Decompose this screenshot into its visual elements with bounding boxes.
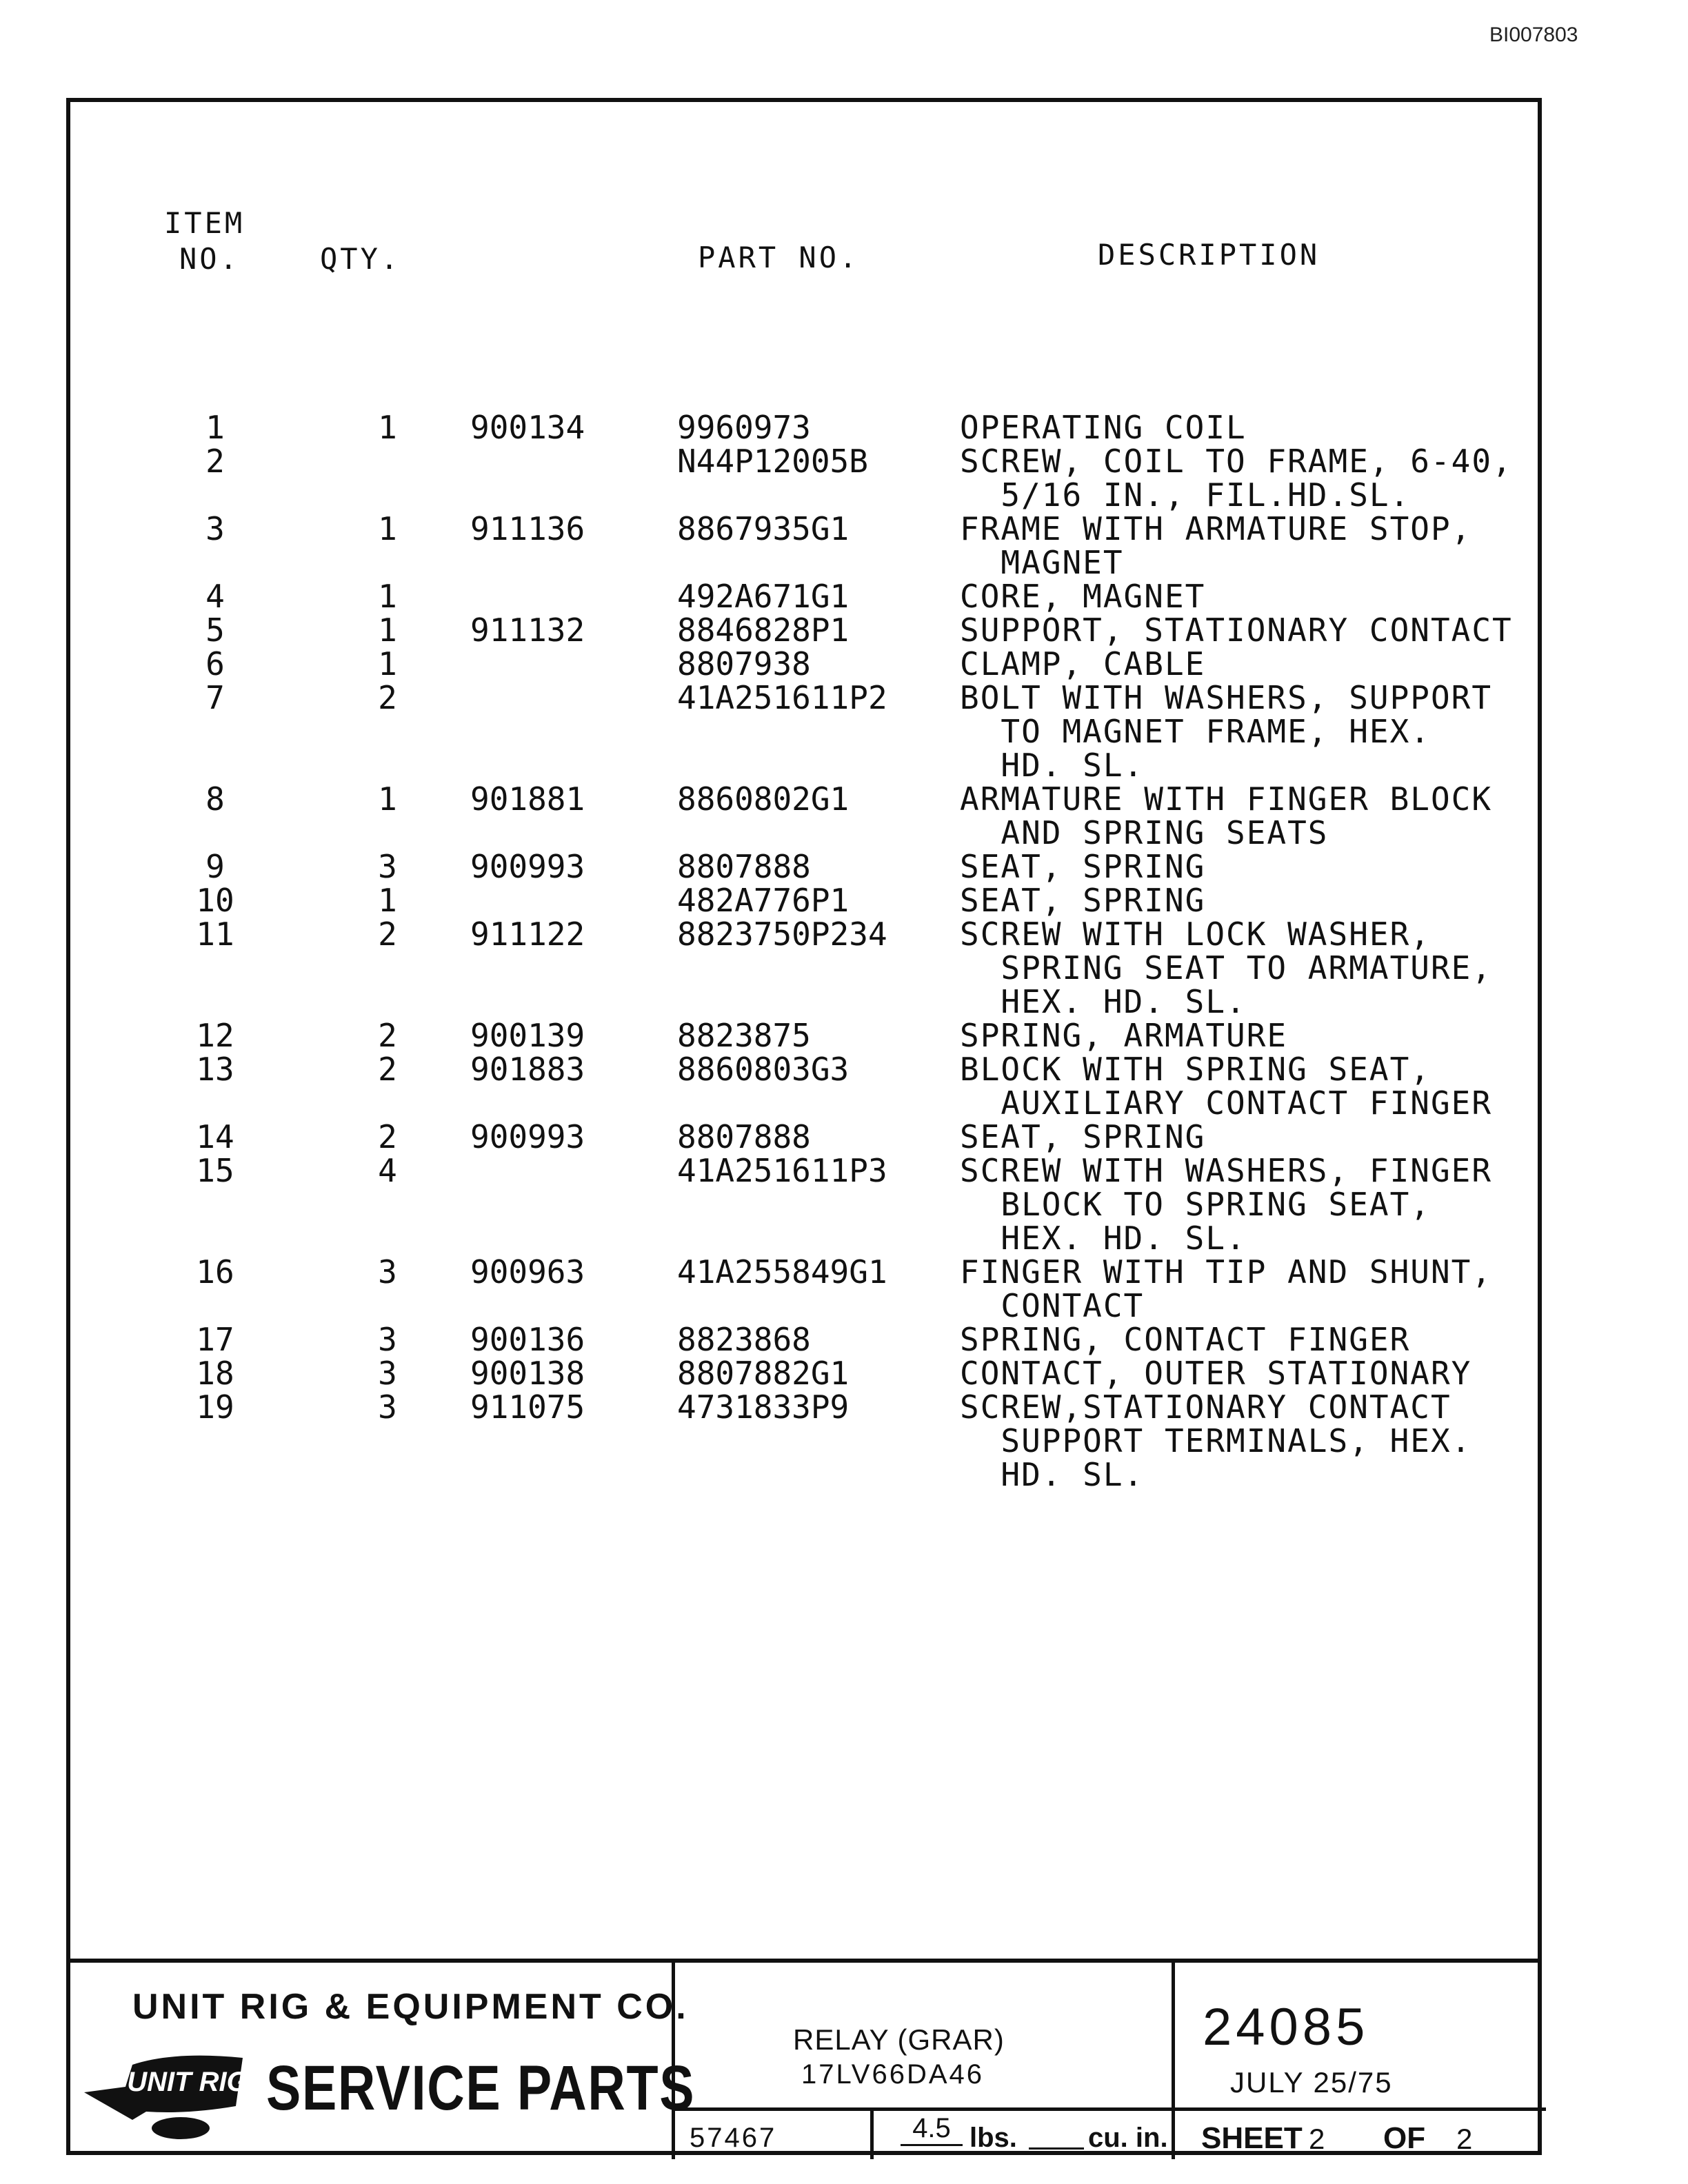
part-name: RELAY (GRAR) xyxy=(793,2023,1005,2056)
table-row xyxy=(70,850,1538,884)
part-number: 41A255849G1 xyxy=(677,1253,887,1291)
part-number: 41A251611P3 xyxy=(677,1152,887,1189)
part-number: 41A251611P2 xyxy=(677,679,887,716)
item-number: 2 xyxy=(205,443,225,480)
quantity: 3 xyxy=(378,848,397,885)
description-line: SEAT, SPRING xyxy=(960,1118,1206,1155)
item-number: 15 xyxy=(196,1152,234,1189)
item-number: 5 xyxy=(205,611,225,649)
description-line: HEX. HD. SL. xyxy=(960,983,1247,1020)
description-line: AUXILIARY CONTACT FINGER xyxy=(960,1084,1493,1122)
table-row xyxy=(70,647,1538,681)
table-row xyxy=(70,1255,1538,1323)
description-line: SUPPORT TERMINALS, HEX. xyxy=(960,1422,1472,1459)
quantity: 1 xyxy=(378,409,397,446)
description-line: HD. SL. xyxy=(960,747,1145,784)
catalog-number: 24085 xyxy=(1203,1998,1369,2056)
part-number: 4731833P9 xyxy=(677,1388,850,1426)
description-line: BLOCK TO SPRING SEAT, xyxy=(960,1186,1431,1223)
weight-value: 4.5 xyxy=(901,2113,963,2146)
table-row xyxy=(70,580,1538,614)
description-line: AND SPRING SEATS xyxy=(960,814,1329,851)
table-row xyxy=(70,1388,1538,1493)
part-number: 8807882G1 xyxy=(677,1355,850,1392)
catalog-number: 900134 xyxy=(470,409,585,446)
item-number: 16 xyxy=(196,1253,234,1291)
quantity: 2 xyxy=(378,1118,397,1155)
table-row xyxy=(70,1053,1538,1120)
description-line: BLOCK WITH SPRING SEAT, xyxy=(960,1051,1431,1088)
table-row xyxy=(70,512,1538,580)
catalog-number: 901881 xyxy=(470,780,585,818)
description-line: HD. SL. xyxy=(960,1456,1145,1493)
description-line: SPRING, ARMATURE xyxy=(960,1017,1288,1054)
table-row xyxy=(70,884,1538,918)
header-part-no: PART NO. xyxy=(698,241,860,274)
table-row xyxy=(70,1154,1538,1255)
part-number: 8867935G1 xyxy=(677,510,850,547)
quantity: 3 xyxy=(378,1253,397,1291)
table-row xyxy=(70,445,1538,512)
model-number: 17LV66DA46 xyxy=(801,2059,984,2090)
part-number: 8823750P234 xyxy=(677,916,887,953)
of-label: OF xyxy=(1383,2121,1426,2155)
description-line: 5/16 IN., FIL.HD.SL. xyxy=(960,476,1411,514)
description-line: SEAT, SPRING xyxy=(960,882,1206,919)
description-line: SCREW,STATIONARY CONTACT xyxy=(960,1388,1451,1426)
unit-rig-logo xyxy=(84,2037,263,2147)
item-number: 18 xyxy=(196,1355,234,1392)
catalog-number: 900136 xyxy=(470,1321,585,1358)
quantity: 3 xyxy=(378,1321,397,1358)
catalog-number: 911132 xyxy=(470,611,585,649)
table-row xyxy=(70,1323,1538,1357)
description-line: TO MAGNET FRAME, HEX. xyxy=(960,713,1431,750)
quantity: 1 xyxy=(378,611,397,649)
catalog-number: 900138 xyxy=(470,1355,585,1392)
part-number: 8807888 xyxy=(677,848,811,885)
table-row xyxy=(70,782,1538,850)
catalog-number: 900993 xyxy=(470,1118,585,1155)
header-qty: QTY. xyxy=(320,242,401,276)
description-line: MAGNET xyxy=(960,544,1124,581)
header-item-line2: NO. xyxy=(179,242,240,276)
catalog-number: 911122 xyxy=(470,916,585,953)
part-number: 492A671G1 xyxy=(677,578,850,615)
sheet-label: SHEET xyxy=(1201,2121,1303,2155)
description-line: CLAMP, CABLE xyxy=(960,645,1206,682)
weight-unit: lbs. xyxy=(969,2123,1017,2153)
part-number: 482A776P1 xyxy=(677,882,850,919)
part-number: 8860802G1 xyxy=(677,780,850,818)
table-row xyxy=(70,1019,1538,1053)
part-number: 8823875 xyxy=(677,1017,811,1054)
table-row xyxy=(70,1357,1538,1391)
description-line: SPRING, CONTACT FINGER xyxy=(960,1321,1411,1358)
description-line: SCREW WITH WASHERS, FINGER xyxy=(960,1152,1493,1189)
issue-date: JULY 25/75 xyxy=(1230,2066,1393,2099)
volume-unit: cu. in. xyxy=(1088,2123,1168,2153)
parts-list xyxy=(70,411,1538,1492)
table-row xyxy=(70,411,1538,445)
company-name: UNIT RIG & EQUIPMENT CO. xyxy=(132,1987,689,2027)
description-line: FINGER WITH TIP AND SHUNT, xyxy=(960,1253,1493,1291)
part-number: 8823868 xyxy=(677,1321,811,1358)
description-line: HEX. HD. SL. xyxy=(960,1220,1247,1257)
table-row xyxy=(70,611,1538,649)
reference-number: 57467 xyxy=(690,2123,777,2153)
quantity: 3 xyxy=(378,1355,397,1392)
quantity: 4 xyxy=(378,1152,397,1189)
item-number: 6 xyxy=(205,645,225,682)
description-line: SUPPORT, STATIONARY CONTACT xyxy=(960,611,1513,649)
item-number: 4 xyxy=(205,578,225,615)
description-line: SCREW, COIL TO FRAME, 6-40, xyxy=(960,443,1513,480)
sheet-number: 2 xyxy=(1309,2123,1325,2155)
table-row xyxy=(70,918,1538,1019)
catalog-number: 901883 xyxy=(470,1051,585,1088)
description-line: CORE, MAGNET xyxy=(960,578,1206,615)
table-row xyxy=(70,681,1538,782)
description-line: BOLT WITH WASHERS, SUPPORT xyxy=(960,679,1493,716)
description-line: CONTACT, OUTER STATIONARY xyxy=(960,1355,1472,1392)
item-number: 19 xyxy=(196,1388,234,1426)
logo-text: UNIT RIG xyxy=(127,2067,248,2097)
service-parts-title: SERVICE PARTS xyxy=(266,2053,696,2123)
catalog-number: 900139 xyxy=(470,1017,585,1054)
item-number: 13 xyxy=(196,1051,234,1088)
item-number: 7 xyxy=(205,679,225,716)
item-number: 11 xyxy=(196,916,234,953)
item-number: 14 xyxy=(196,1118,234,1155)
description-line: ARMATURE WITH FINGER BLOCK xyxy=(960,780,1493,818)
item-number: 8 xyxy=(205,780,225,818)
header-description: DESCRIPTION xyxy=(1098,238,1320,272)
title-block xyxy=(70,1959,1538,2159)
quantity: 2 xyxy=(378,679,397,716)
part-number: 8807888 xyxy=(677,1118,811,1155)
item-number: 3 xyxy=(205,510,225,547)
quantity: 1 xyxy=(378,578,397,615)
quantity: 1 xyxy=(378,645,397,682)
quantity: 1 xyxy=(378,882,397,919)
quantity: 1 xyxy=(378,510,397,547)
item-number: 1 xyxy=(205,409,225,446)
item-number: 12 xyxy=(196,1017,234,1054)
description-line: OPERATING COIL xyxy=(960,409,1247,446)
item-number: 17 xyxy=(196,1321,234,1358)
catalog-number: 900993 xyxy=(470,848,585,885)
quantity: 2 xyxy=(378,1017,397,1054)
header-item-line1: ITEM xyxy=(164,206,245,240)
description-line: FRAME WITH ARMATURE STOP, xyxy=(960,510,1472,547)
sheet-total: 2 xyxy=(1456,2123,1473,2155)
quantity: 3 xyxy=(378,1388,397,1426)
catalog-number: 911075 xyxy=(470,1388,585,1426)
quantity: 2 xyxy=(378,916,397,953)
quantity: 1 xyxy=(378,780,397,818)
quantity: 2 xyxy=(378,1051,397,1088)
part-number: 9960973 xyxy=(677,409,811,446)
item-number: 10 xyxy=(196,882,234,919)
item-number: 9 xyxy=(205,848,225,885)
catalog-number: 911136 xyxy=(470,510,585,547)
part-number: 8846828P1 xyxy=(677,611,850,649)
part-number: N44P12005B xyxy=(677,443,868,480)
catalog-number: 900963 xyxy=(470,1253,585,1291)
part-number: 8807938 xyxy=(677,645,811,682)
header-item xyxy=(164,205,245,277)
part-number: 8860803G3 xyxy=(677,1051,850,1088)
description-line: SPRING SEAT TO ARMATURE, xyxy=(960,949,1493,987)
document-id: BI007803 xyxy=(1489,23,1578,46)
description-line: SCREW WITH LOCK WASHER, xyxy=(960,916,1431,953)
description-line: SEAT, SPRING xyxy=(960,848,1206,885)
table-row xyxy=(70,1120,1538,1154)
description-line: CONTACT xyxy=(960,1287,1145,1324)
parts-sheet-frame xyxy=(66,98,1542,2155)
